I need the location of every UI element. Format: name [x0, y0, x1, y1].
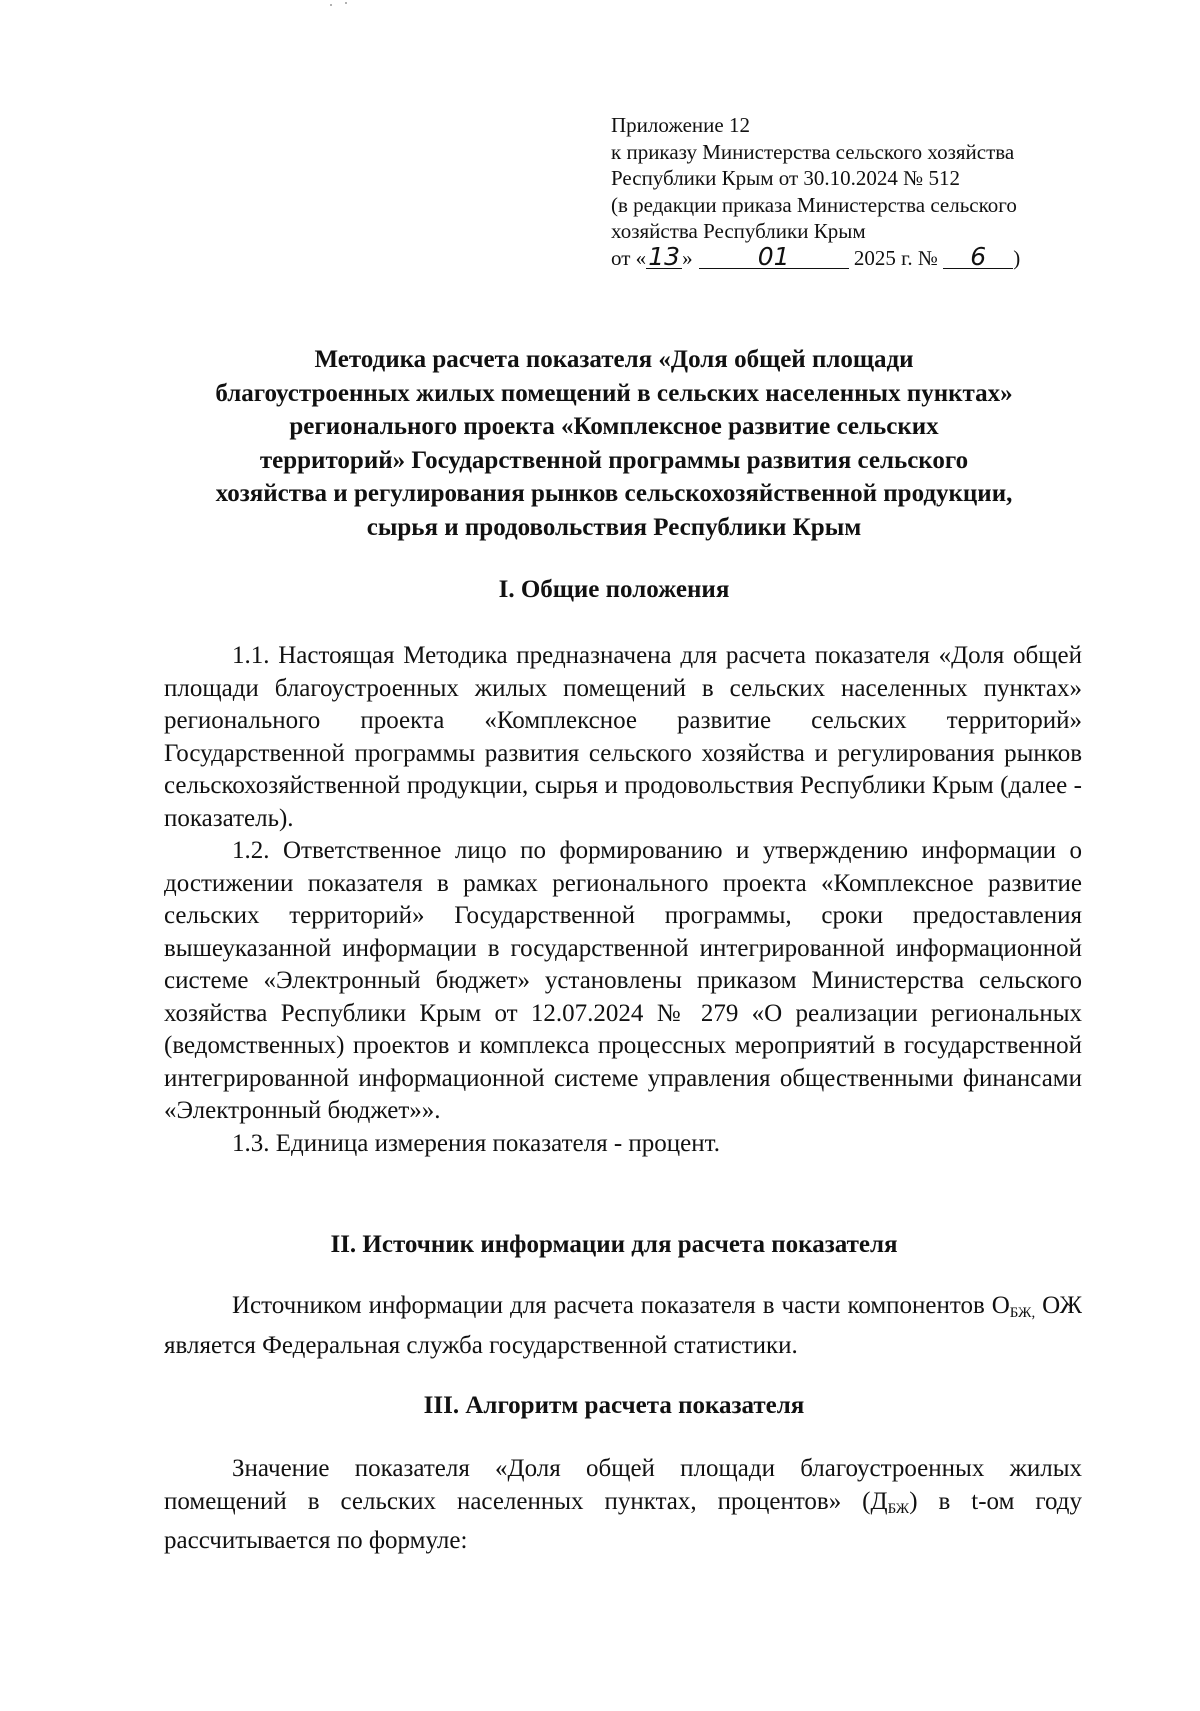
scan-speck: [330, 4, 332, 6]
handwritten-month: 01: [699, 246, 849, 269]
text-run: Источником информации для расчета показателя в части компонентов О: [232, 1292, 1010, 1319]
title-line: регионального проекта «Комплексное развитие сельских: [289, 413, 939, 440]
date-mid: »: [682, 245, 693, 270]
appendix-line: хозяйства Республики Крым: [611, 219, 866, 243]
text-run: Значение показателя «Доля общей площади благоустроенных жилых помещений в сельских населенных пунктах, процентов» (Д: [164, 1455, 1082, 1515]
section-3-heading: III. Алгоритм расчета показателя: [423, 1392, 805, 1419]
scan-speck: [345, 2, 347, 4]
appendix-line: (в редакции приказа Министерства сельского: [611, 192, 1017, 217]
document-title: [150, 343, 1078, 544]
date-suffix: ): [1013, 245, 1021, 270]
section-2-heading: II. Источник информации для расчета показателя: [330, 1231, 898, 1258]
section-1-body: [164, 640, 1082, 1160]
title-line: Методика расчета показателя «Доля общей площади: [314, 346, 914, 373]
title-line: благоустроенных жилых помещений в сельских населенных пунктах»: [215, 379, 1013, 407]
appendix-line: Приложение 12: [611, 113, 750, 137]
appendix-block: [611, 112, 1091, 271]
appendix-line: Республики Крым от 30.10.2024 № 512: [611, 166, 960, 190]
appendix-line: к приказу Министерства сельского хозяйства: [611, 139, 1015, 164]
paragraph-2-1: [164, 1290, 1082, 1362]
text-run: ОЖ является Федеральная служба государственной статистики.: [164, 1292, 1082, 1359]
section-3-body: [164, 1453, 1082, 1558]
title-line: сырья и продовольствия Республики Крым: [366, 513, 862, 541]
subscript: БЖ: [887, 1500, 910, 1517]
title-line: хозяйства и регулирования рынков сельскохозяйственной продукции,: [215, 480, 1013, 507]
handwritten-day: 13: [646, 246, 682, 269]
paragraph-1-1: 1.1. Настоящая Методика предназначена для расчета показателя «Доля общей площади благоустроенных жилых помещений в сельских населенных пунктах» регионального проекта «Комплексное развитие сельских территорий» Государственной программы развития сельского хозяйства и регулирования рынков сельскохозяйственной продукции, сырья и продовольствия Республики Крым (далее - показатель).: [164, 642, 1082, 832]
handwritten-order-number: 6: [943, 246, 1013, 269]
subscript: БЖ,: [1009, 1305, 1036, 1321]
section-2-body: [164, 1290, 1082, 1362]
date-year: 2025 г. №: [853, 245, 938, 270]
text-run: ) в t-ом году рассчитывается по формуле:: [164, 1487, 1082, 1554]
paragraph-3-1: [164, 1453, 1082, 1558]
paragraph-1-3: 1.3. Единица измерения показателя - процент.: [232, 1129, 720, 1157]
paragraph-1-2: 1.2. Ответственное лицо по формированию и утверждению информации о достижении показателя в рамках регионального проекта «Комплексное развитие сельских территорий» Государственной программы, сроки предоставления вышеуказанной информации в государственной интегрированной информационной системе «Электронный бюджет» установлены приказом Министерства сельского хозяйства Республики Крым от 12.07.2024 № 279 «О реализации региональных (ведомственных) проектов и комплекса процессных мероприятий в государственной интегрированной информационной системе управления общественными финансами «Электронный бюджет»».: [164, 837, 1082, 1124]
section-1-heading: I. Общие положения: [498, 576, 730, 603]
title-line: территорий» Государственной программы развития сельского: [259, 446, 969, 474]
appendix-date-line: [611, 241, 1091, 272]
date-prefix: от «: [611, 245, 647, 270]
